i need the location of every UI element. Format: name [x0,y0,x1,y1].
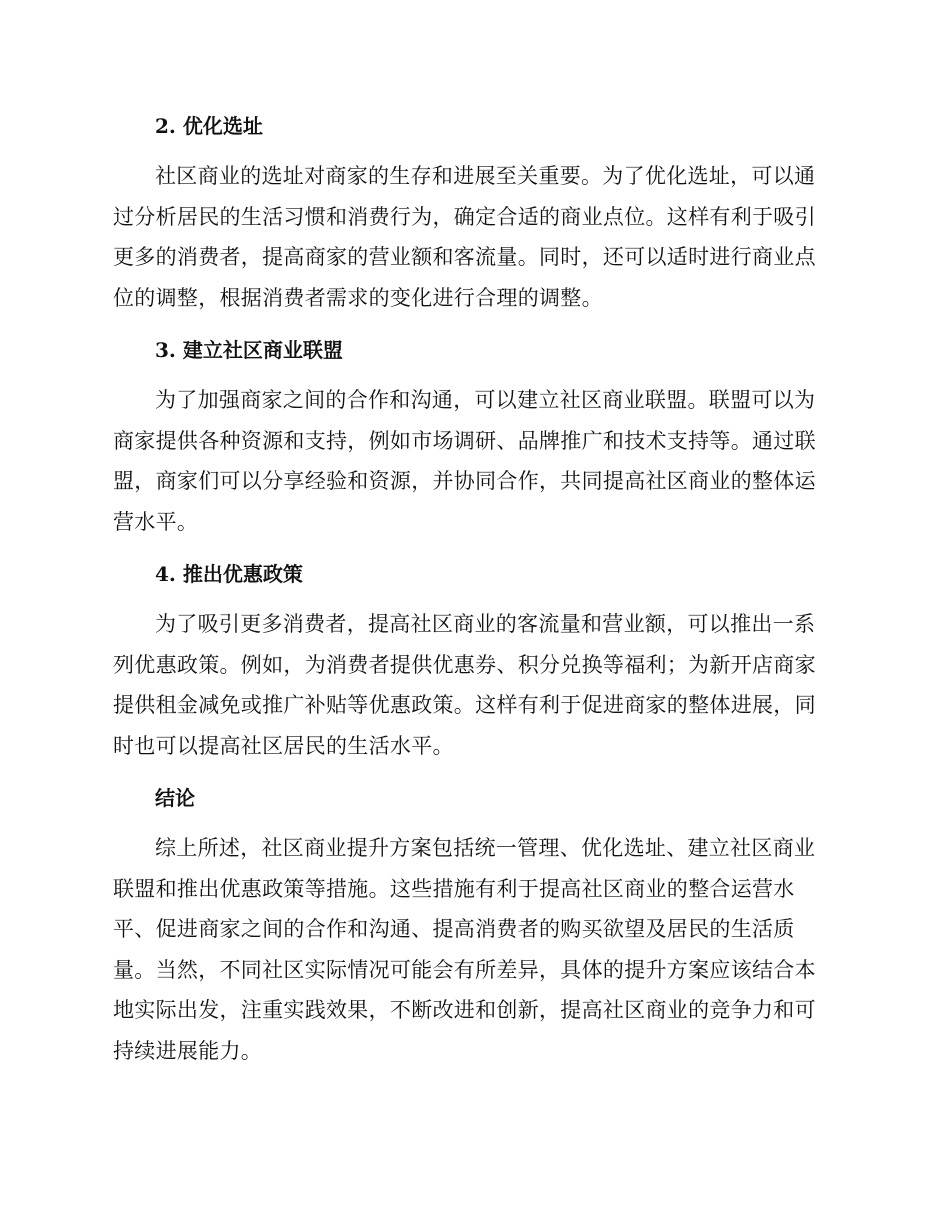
paragraph-line: 为了吸引更多消费者，提高社区商业的客流量和营业额，可以推出一系 [155,612,816,636]
section-optimize-location [113,106,833,318]
section-heading: 结论 [155,786,195,810]
paragraph-line: 平、促进商家之间的合作和沟通、提高消费者的购买欲望及居民的生活质 [113,917,795,941]
paragraph-line: 量。当然，不同社区实际情况可能会有所差异，具体的提升方案应该结合本 [113,957,816,982]
paragraph-line: 盟，商家们可以分享经验和资源，并协同合作，共同提高社区商业的整体运 [113,469,816,493]
section-paragraph [113,380,833,542]
paragraph-line: 提供租金减免或推广补贴等优惠政策。这样有利于促进商家的整体进展，同 [113,693,816,717]
paragraph-line: 过分析居民的生活习惯和消费行为，确定合适的商业点位。这样有利于吸引 [113,204,816,229]
paragraph-line: 位的调整，根据消费者需求的变化进行合理的调整。 [113,285,603,310]
paragraph-line: 社区商业的选址对商家的生存和进展至关重要。为了优化选址，可以通 [155,164,816,188]
section-heading: 2. 优化选址 [155,114,263,138]
section-paragraph [113,604,833,766]
section-paragraph [113,828,833,1071]
paragraph-line: 营水平。 [113,509,199,534]
paragraph-line: 联盟和推出优惠政策等措施。这些措施有利于提高社区商业的整合运营水 [113,876,795,901]
paragraph-line: 为了加强商家之间的合作和沟通，可以建立社区商业联盟。联盟可以为 [155,388,816,412]
paragraph-line: 时也可以提高社区居民的生活水平。 [113,733,454,758]
section-conclusion [113,778,833,1071]
section-heading: 3. 建立社区商业联盟 [155,338,343,362]
section-business-alliance [113,330,833,542]
section-paragraph [113,156,833,318]
document-page [113,106,833,1083]
paragraph-line: 列优惠政策。例如，为消费者提供优惠券、积分兑换等福利；为新开店商家 [113,652,816,677]
section-heading: 4. 推出优惠政策 [155,562,303,586]
section-preferential-policy [113,554,833,766]
paragraph-line: 综上所述，社区商业提升方案包括统一管理、优化选址、建立社区商业 [155,836,816,860]
paragraph-line: 地实际出发，注重实践效果，不断改进和创新，提高社区商业的竞争力和可 [113,998,816,1022]
paragraph-line: 商家提供各种资源和支持，例如市场调研、品牌推广和技术支持等。通过联 [113,428,816,453]
paragraph-line: 持续进展能力。 [113,1038,263,1063]
paragraph-line: 更多的消费者，提高商家的营业额和客流量。同时，还可以适时进行商业点 [113,245,816,269]
